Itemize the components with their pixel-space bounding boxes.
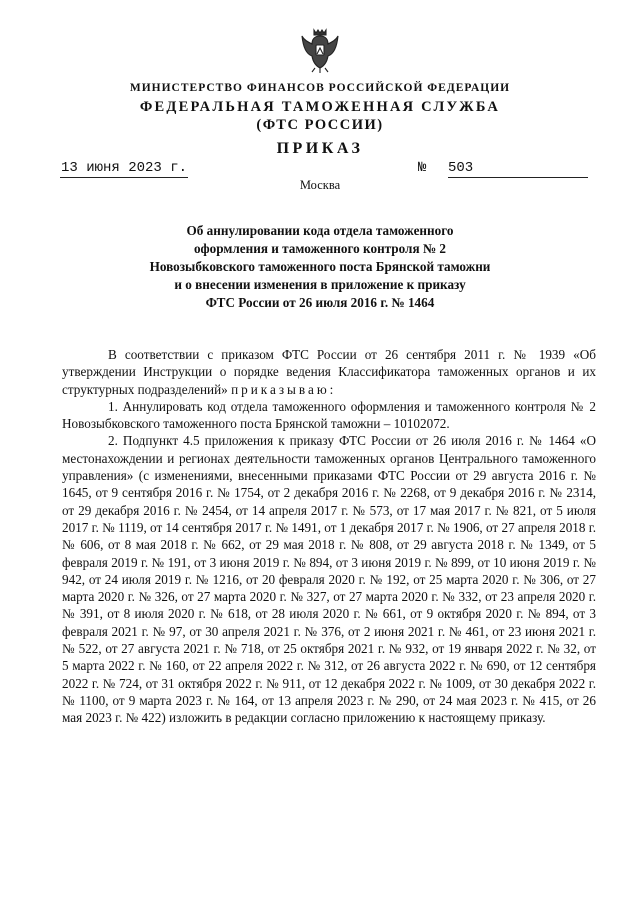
preamble-text: В соответствии с приказом ФТС России от 26 сентября 2011 г. № 1939 «Об утверждении Инструкции о порядке ведения Классификатора таможенных органов и их структурных подразделений» xyxy=(62,347,596,397)
subject-line: Новозыбковского таможенного поста Брянской таможни xyxy=(149,259,491,274)
subject-line: и о внесении изменения в приложение к приказу xyxy=(174,277,466,292)
document-type-title: ПРИКАЗ xyxy=(276,140,364,157)
service-abbreviation: (ФТС РОССИИ) xyxy=(256,117,384,133)
order-number-block xyxy=(418,160,596,178)
subject-line: Об аннулировании кода отдела таможенного xyxy=(186,223,454,238)
order-body xyxy=(62,346,596,727)
subject-line: ФТС России от 26 июля 2016 г. № 1464 xyxy=(205,295,435,310)
order-city: Москва xyxy=(299,178,341,192)
preamble-paragraph xyxy=(62,346,596,398)
item-1-paragraph: 1. Аннулировать код отдела таможенного оформления и таможенного контроля № 2 Новозыбковского таможенного поста Брянской таможни – 10102072. xyxy=(62,398,596,432)
item-2-paragraph: 2. Подпункт 4.5 приложения к приказу ФТС России от 26 июля 2016 г. № 1464 «О местонахождении и регионах деятельности таможенных органов Центрального таможенного управления» (с изменениями, внесенными приказами ФТС России от 29 августа 2016 г. № 1645, от 9 сентября 2016 г. № 1754, от 2 декабря 2016 г. № 2268, от 9 декабря 2016 г. № 2314, от 29 декабря 2016 г. № 2454, от 14 апреля 2017 г. № 573, от 17 мая 2017 г. № 821, от 5 июля 2017 г. № 1119, от 14 сентября 2017 г. № 1491, от 1 декабря 2017 г. № 1906, от 27 апреля 2018 г. № 606, от 8 мая 2018 г. № 662, от 29 мая 2018 г. № 808, от 29 августа 2018 г. № 1349, от 5 февраля 2019 г. № 191, от 3 июня 2019 г. № 894, от 3 июня 2019 г. № 899, от 10 июня 2019 г. № 942, от 24 июля 2019 г. № 1216, от 20 февраля 2020 г. № 192, от 25 марта 2020 г. № 306, от 27 марта 2020 г. № 326, от 27 марта 2020 г. № 327, от 27 марта 2020 г. № 332, от 23 апреля 2020 г. № 391, от 8 июля 2020 г. № 618, от 28 июля 2020 г. № 661, от 9 октября 2020 г. № 894, от 3 февраля 2021 г. № 97, от 30 апреля 2021 г. № 376, от 2 июня 2021 г. № 461, от 23 июня 2021 г. № 522, от 27 августа 2021 г. № 718, от 25 октября 2021 г. № 932, от 19 января 2022 г. № 32, от 5 марта 2022 г. № 160, от 22 апреля 2022 г. № 312, от 26 августа 2022 г. № 690, от 12 сентября 2022 г. № 724, от 31 октября 2022 г. № 911, от 12 декабря 2022 г. № 1009, от 30 декабря 2022 г. № 1100, от 9 марта 2023 г. № 164, от 13 апреля 2023 г. № 290, от 24 мая 2023 г. № 415, от 26 мая 2023 г. № 422) изложить в редакции согласно приложению к настоящему приказу. xyxy=(62,433,596,726)
coat-of-arms-icon xyxy=(300,26,340,74)
order-number-label: № xyxy=(418,160,427,176)
order-number: 503 xyxy=(448,160,588,178)
subject-line: оформления и таможенного контроля № 2 xyxy=(193,241,447,256)
ministry-name: МИНИСТЕРСТВО ФИНАНСОВ РОССИЙСКОЙ ФЕДЕРАЦИИ xyxy=(129,82,511,94)
service-name: ФЕДЕРАЛЬНАЯ ТАМОЖЕННАЯ СЛУЖБА xyxy=(139,99,501,115)
order-subject xyxy=(110,222,530,312)
order-date: 13 июня 2023 г. xyxy=(60,160,188,176)
order-word: приказываю: xyxy=(231,381,337,397)
